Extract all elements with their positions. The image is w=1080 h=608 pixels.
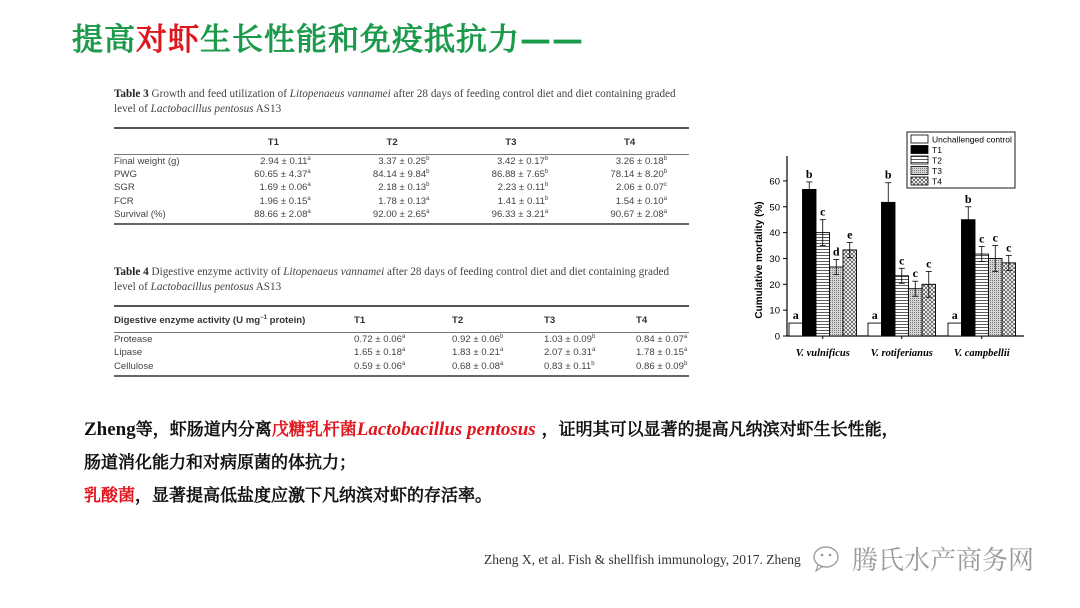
- bacteria-name-cn: 戊糖乳杆菌: [271, 420, 357, 440]
- row-label: PWG: [114, 169, 137, 181]
- table-cell: 96.33 ± 3.21$^a$: [491, 208, 549, 220]
- table-row: [114, 168, 689, 181]
- table-header-t1: T1: [267, 137, 279, 148]
- slide-title: [72, 14, 584, 59]
- table-header-t4: T4: [624, 137, 636, 148]
- svg-text:0: 0: [774, 331, 780, 343]
- header-sup: −1: [260, 315, 267, 321]
- table-cell: 0.68 ± 0.08$^a$: [452, 360, 504, 372]
- svg-text:b: b: [884, 167, 892, 182]
- caption-text: after 28 days of feeding control diet and diet containing graded level of: [114, 88, 676, 115]
- author-name: Zheng: [84, 419, 136, 440]
- table-header-t3: T3: [505, 137, 517, 148]
- svg-text:c: c: [992, 230, 998, 245]
- body-line-3: [84, 480, 1044, 513]
- svg-text:40: 40: [769, 228, 780, 240]
- row-label: FCR: [114, 195, 134, 207]
- svg-text:Unchallenged control: Unchallenged control: [932, 134, 1012, 145]
- body-text-span: ，显著提高低盐度应激下凡纳滨对虾的存活率。: [135, 486, 492, 506]
- svg-text:V. campbellii: V. campbellii: [953, 348, 1010, 359]
- title-part-shrimp: 对虾: [136, 22, 200, 58]
- svg-text:a: a: [951, 308, 958, 323]
- chart-canvas: [742, 128, 1042, 368]
- table-row: [114, 346, 689, 359]
- lactic-acid-bacteria: 乳酸菌: [84, 486, 135, 506]
- table-cell: 2.18 ± 0.13$^b$: [378, 182, 430, 194]
- table-cell: 92.00 ± 2.65$^a$: [372, 208, 430, 220]
- table-cell: 88.66 ± 2.08$^a$: [254, 208, 311, 220]
- caption-text: after 28 days of feeding control diet and diet containing graded level of: [114, 266, 670, 293]
- row-label: Survival (%): [114, 208, 166, 220]
- table-header-t4: T4: [636, 315, 648, 327]
- svg-text:V. vulnificus: V. vulnificus: [795, 348, 850, 359]
- table-cell: 0.92 ± 0.06$^b$: [452, 334, 504, 346]
- caption-text: AS13: [253, 103, 282, 115]
- svg-text:T3: T3: [932, 166, 942, 176]
- svg-text:c: c: [926, 256, 932, 271]
- title-part-c: 生长性能和免疫抵抗力——: [200, 22, 584, 58]
- table-cell: 1.41 ± 0.11$^b$: [497, 195, 549, 207]
- title-part-a: 提高: [72, 22, 136, 58]
- table-cell: 60.65 ± 4.37$^a$: [254, 169, 311, 181]
- svg-text:d: d: [832, 244, 840, 259]
- svg-text:T1: T1: [932, 145, 942, 155]
- table3-caption: [114, 87, 689, 117]
- table-cell: 0.83 ± 0.11$^b$: [544, 360, 595, 372]
- header-text: Digestive enzyme activity (U mg: [114, 315, 261, 327]
- table-cell: 0.86 ± 0.09$^b$: [636, 360, 688, 372]
- table-row: [114, 181, 689, 194]
- svg-text:20: 20: [769, 279, 780, 291]
- table-cell: 84.14 ± 9.84$^b$: [372, 169, 430, 181]
- svg-text:c: c: [899, 253, 905, 268]
- table-cell: 2.23 ± 0.11$^b$: [497, 182, 549, 194]
- svg-text:10: 10: [769, 305, 780, 317]
- table3-growth: [114, 127, 689, 225]
- table4-caption-label: Table 4: [114, 266, 149, 278]
- body-text-span: ，证明其可以显著的提高凡纳滨对虾生长性能，: [535, 420, 899, 440]
- body-text-span: 等，虾肠道内分离: [135, 420, 272, 440]
- table-header-t3: T3: [544, 315, 556, 327]
- table3-caption-label: Table 3: [114, 88, 149, 100]
- svg-text:T4: T4: [932, 176, 942, 187]
- table4-caption: [114, 265, 689, 295]
- header-text: protein): [266, 315, 306, 327]
- table-cell: 2.94 ± 0.11$^a$: [260, 156, 311, 168]
- mortality-bar-chart: [742, 128, 1042, 368]
- caption-bacteria: Lactobacillus pentosus: [150, 281, 254, 293]
- table-cell: 1.83 ± 0.21$^a$: [452, 347, 504, 359]
- caption-text: AS13: [253, 281, 282, 293]
- watermark: [812, 540, 1034, 577]
- svg-text:a: a: [792, 308, 799, 323]
- table-cell: 3.26 ± 0.18$^b$: [615, 156, 667, 168]
- caption-species: Litopenaeus vannamei: [283, 266, 385, 278]
- citation-text: Zheng X, et al. Fish & shellfish immunology, 2017. Zheng: [484, 552, 801, 567]
- svg-text:30: 30: [769, 253, 780, 265]
- body-line-1: [84, 413, 1044, 447]
- svg-text:V. rotiferianus: V. rotiferianus: [870, 348, 933, 359]
- table-row: [114, 155, 689, 169]
- wechat-icon: [812, 544, 846, 574]
- svg-text:c: c: [912, 266, 918, 281]
- table-header-t1: T1: [354, 315, 366, 327]
- watermark-text: 腾氏水产商务网: [852, 546, 1035, 576]
- row-label: Lipase: [114, 347, 143, 359]
- table-cell: 1.03 ± 0.09$^b$: [544, 334, 596, 346]
- svg-text:T2: T2: [932, 155, 942, 166]
- body-line-2: 肠道消化能力和对病原菌的体抗力；: [84, 453, 356, 473]
- table-cell: 78.14 ± 8.20$^b$: [610, 169, 667, 181]
- table-header-enzyme: [114, 306, 354, 333]
- svg-text:c: c: [979, 231, 985, 246]
- row-label: Final weight (g): [114, 156, 180, 168]
- caption-text: Growth and feed utilization of: [148, 88, 290, 100]
- table-cell: 1.65 ± 0.18$^a$: [354, 347, 406, 359]
- table-cell: 1.96 ± 0.15$^a$: [259, 195, 311, 207]
- caption-bacteria: Lactobacillus pentosus: [150, 103, 254, 115]
- table-row: [114, 333, 689, 347]
- svg-text:Cumulative mortality (%): Cumulative mortality (%): [754, 201, 765, 319]
- table-cell: 1.54 ± 0.10$^a$: [615, 195, 667, 207]
- row-label: Protease: [114, 334, 153, 346]
- svg-text:b: b: [964, 191, 972, 206]
- table-cell: 3.37 ± 0.25$^b$: [378, 156, 430, 168]
- table-cell: 0.72 ± 0.06$^a$: [354, 334, 406, 346]
- table-cell: 0.84 ± 0.07$^a$: [636, 334, 688, 346]
- bacteria-name-latin: Lactobacillus pentosus: [356, 419, 536, 440]
- row-label: Cellulose: [114, 360, 154, 372]
- table-header: [114, 128, 214, 155]
- svg-text:c: c: [1006, 240, 1012, 255]
- table-cell: 1.69 ± 0.06$^a$: [259, 182, 311, 194]
- table-cell: 90.67 ± 2.08$^a$: [610, 208, 667, 220]
- table-header-t2: T2: [452, 315, 464, 327]
- body-text: [84, 413, 1044, 513]
- svg-text:60: 60: [769, 176, 780, 188]
- table-cell: 1.78 ± 0.13$^a$: [378, 195, 430, 207]
- table-cell: 0.59 ± 0.06$^a$: [354, 360, 406, 372]
- table-row: [114, 208, 689, 224]
- citation: [484, 552, 801, 568]
- table-header-t2: T2: [386, 137, 398, 148]
- table-cell: 2.07 ± 0.31$^a$: [544, 347, 596, 359]
- caption-text: Digestive enzyme activity of: [148, 266, 284, 278]
- caption-species: Litopenaeus vannamei: [289, 88, 391, 100]
- svg-text:b: b: [805, 166, 813, 181]
- table-cell: 86.88 ± 7.65$^b$: [491, 169, 549, 181]
- table-cell: 3.42 ± 0.17$^b$: [496, 156, 549, 168]
- table-cell: 2.06 ± 0.07$^c$: [616, 182, 667, 194]
- table4-enzyme: [114, 305, 689, 377]
- table-row: [114, 195, 689, 208]
- table-cell: 1.78 ± 0.15$^a$: [636, 347, 688, 359]
- svg-text:a: a: [871, 308, 878, 323]
- svg-text:c: c: [820, 204, 826, 219]
- svg-text:50: 50: [769, 202, 780, 214]
- row-label: SGR: [114, 182, 135, 194]
- svg-text:e: e: [847, 227, 853, 242]
- table-row: [114, 360, 689, 376]
